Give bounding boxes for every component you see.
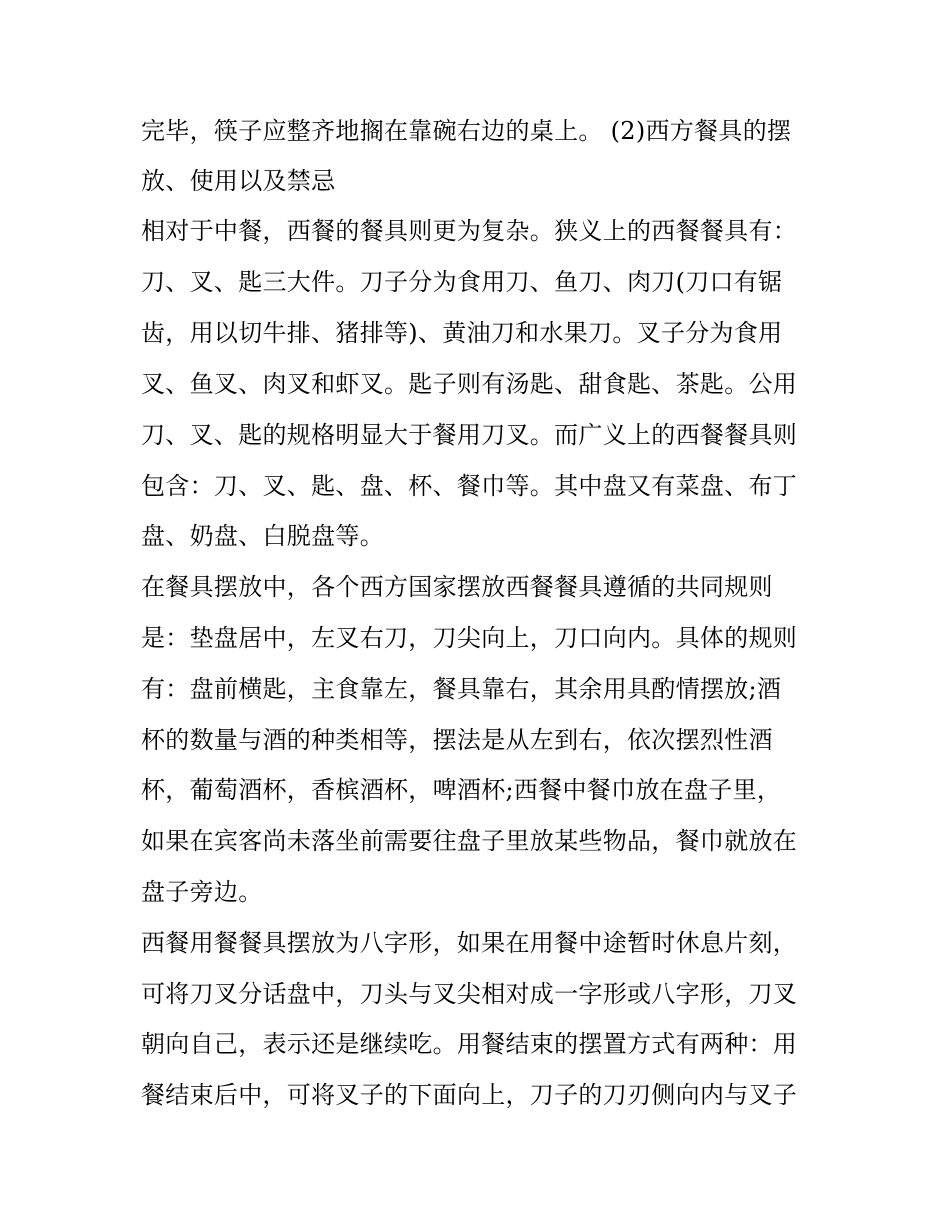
text-line: 盘子旁边。 [141,878,263,906]
text-line: 可将刀叉分话盘中，刀头与叉尖相对成一字形或八字形，刀叉 [141,980,798,1008]
text-line: 是：垫盘居中，左叉右刀，刀尖向上，刀口向内。具体的规则 [141,624,798,652]
text-line: 西餐用餐餐具摆放为八字形，如果在用餐中途暂时休息片刻， [141,929,798,957]
text-line: 包含：刀、叉、匙、盘、杯、餐巾等。其中盘又有菜盘、布丁 [141,472,798,500]
text-line: 放、使用以及禁忌 [141,167,336,195]
text-line: 杯，葡萄酒杯，香槟酒杯，啤酒杯;西餐中餐巾放在盘子里， [141,776,782,804]
text-line: 刀、叉、匙的规格明显大于餐用刀叉。而广义上的西餐餐具则 [141,421,798,449]
text-line: 有：盘前横匙，主食靠左，餐具靠右，其余用具酌情摆放;酒 [141,675,782,703]
text-line: 在餐具摆放中，各个西方国家摆放西餐餐具遵循的共同规则 [141,573,773,601]
text-line: 叉、鱼叉、肉叉和虾叉。匙子则有汤匙、甜食匙、茶匙。公用 [141,370,798,398]
text-line: 盘、奶盘、白脱盘等。 [141,522,384,550]
text-line: 餐结束后中，可将叉子的下面向上，刀子的刀刃侧向内与叉子 [141,1081,798,1109]
text-line: 杯的数量与酒的种类相等，摆法是从左到右，依次摆烈性酒 [141,726,773,754]
text-line: 刀、叉、匙三大件。刀子分为食用刀、鱼刀、肉刀(刀口有锯 [141,268,783,296]
text-line: 如果在宾客尚未落坐前需要往盘子里放某些物品，餐巾就放在 [141,827,798,855]
text-line: 朝向自己，表示还是继续吃。用餐结束的摆置方式有两种：用 [141,1030,798,1058]
text-line: 完毕，筷子应整齐地搁在靠碗右边的桌上。 (2)西方餐具的摆 [141,117,792,145]
text-line: 相对于中餐，西餐的餐具则更为复杂。狭义上的西餐餐具有： [141,217,798,245]
text-line: 齿，用以切牛排、猪排等)、黄油刀和水果刀。叉子分为食用 [141,319,783,347]
